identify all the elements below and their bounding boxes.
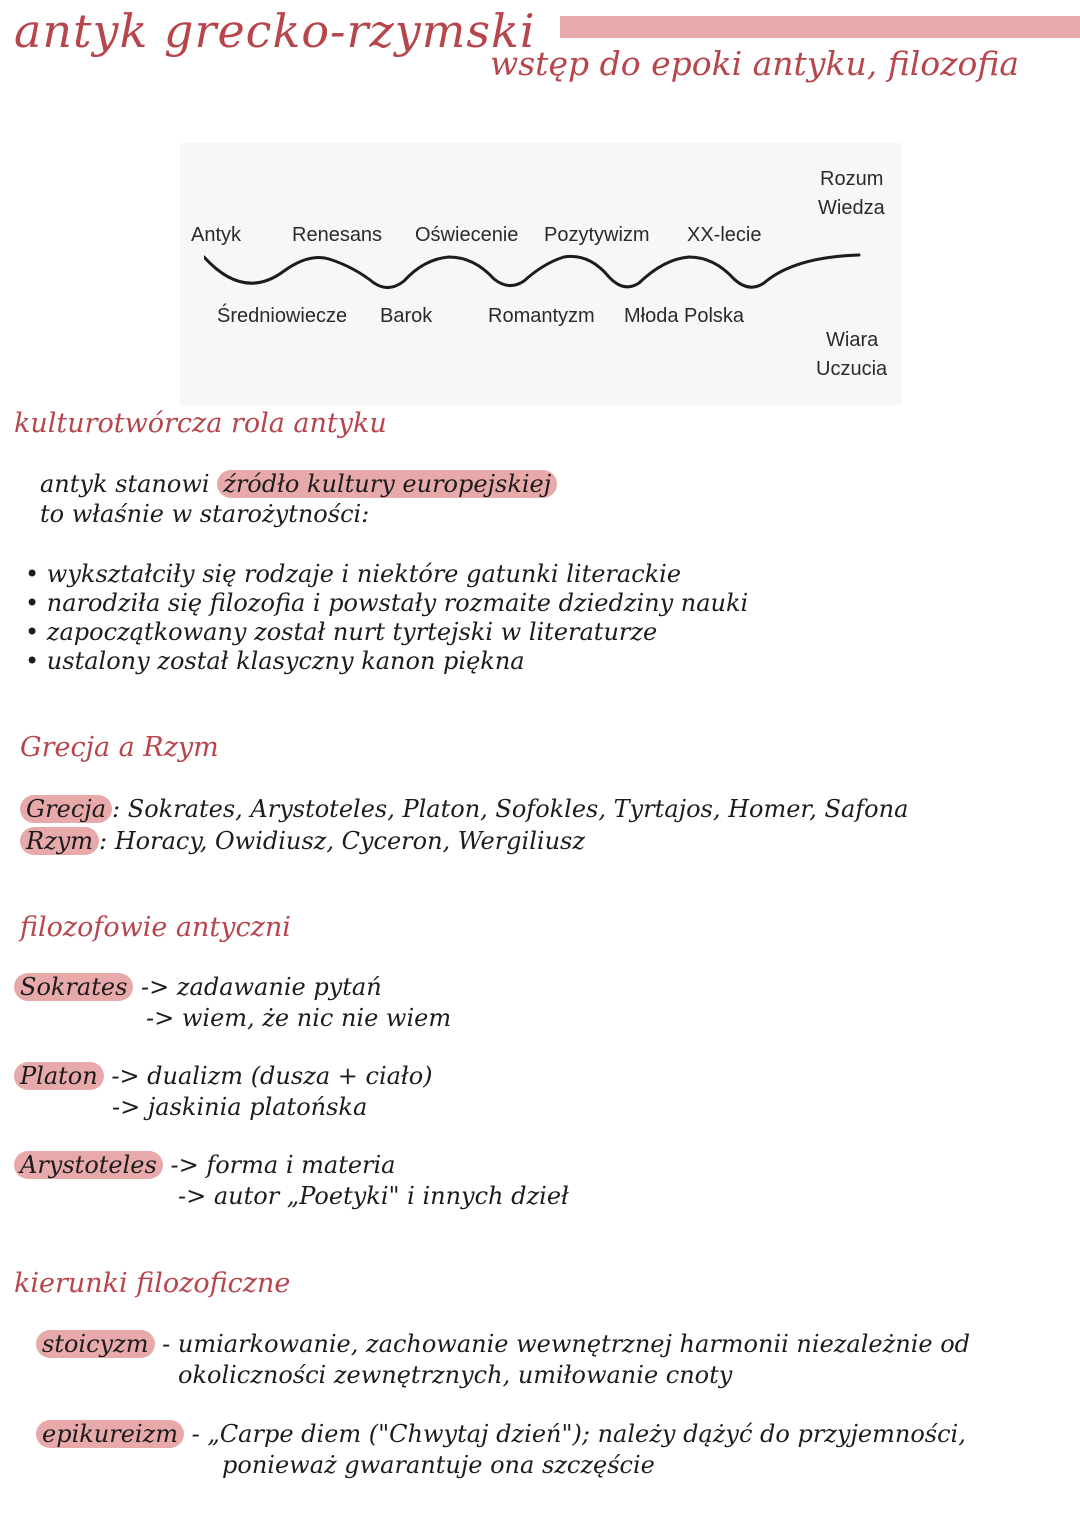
- stoicism-line: [36, 1330, 970, 1358]
- epochs-timeline: [180, 143, 902, 405]
- philosopher-name: Sokrates: [14, 973, 133, 1001]
- list-item: • narodziła się filozofia i powstały rozmaite dziedziny nauki: [25, 589, 749, 617]
- timeline-label: Młoda Polska: [624, 305, 745, 327]
- timeline-reason-label: Rozum: [820, 168, 884, 190]
- timeline-knowledge-label: Wiedza: [818, 197, 885, 219]
- philosophers-heading: filozofowie antyczni: [20, 912, 291, 943]
- philosopher-point: -> dualizm (dusza + ciało): [111, 1062, 433, 1090]
- directions-heading: kierunki filozoficzne: [14, 1268, 291, 1299]
- philosopher-platon: [14, 1062, 433, 1090]
- timeline-faith-label: Wiara: [826, 329, 879, 351]
- page-subtitle: wstęp do epoki antyku, filozofia: [490, 44, 1020, 83]
- philosopher-point: -> zadawanie pytań: [141, 973, 382, 1001]
- philosopher-name: Platon: [14, 1062, 104, 1090]
- philosopher-sokrates: [14, 973, 382, 1001]
- rome-names: : Horacy, Owidiusz, Cyceron, Wergiliusz: [99, 827, 585, 855]
- stoicism-text: - umiarkowanie, zachowanie wewnętrznej harmonii niezależnie od: [162, 1330, 971, 1358]
- epicureanism-label: epikureizm: [36, 1420, 184, 1448]
- rome-line: [20, 827, 585, 855]
- philosopher-arystoteles: [14, 1151, 396, 1179]
- philosopher-point: -> autor „Poetyki" i innych dzieł: [178, 1182, 569, 1210]
- culture-heading: kulturotwórcza rola antyku: [14, 408, 387, 439]
- epicureanism-text-line2: ponieważ gwarantuje ona szczęście: [222, 1451, 655, 1479]
- list-item: • zapoczątkowany został nurt tyrtejski w literaturze: [25, 618, 658, 646]
- rome-label: Rzym: [20, 827, 99, 855]
- timeline-label: Pozytywizm: [544, 224, 650, 246]
- page-title: antyk grecko-rzymski: [14, 4, 536, 58]
- greece-rome-heading: Grecja a Rzym: [20, 732, 219, 763]
- timeline-label: Renesans: [292, 224, 383, 246]
- culture-intro-prefix: antyk stanowi: [40, 470, 210, 498]
- timeline-label: Barok: [380, 305, 433, 327]
- philosopher-point: -> jaskinia platońska: [112, 1093, 368, 1121]
- timeline-feelings-label: Uczucia: [816, 358, 888, 380]
- culture-intro-line2: to właśnie w starożytności:: [40, 500, 370, 528]
- list-item: • wykształciły się rodzaje i niektóre gatunki literackie: [25, 560, 682, 588]
- timeline-wave: [204, 249, 864, 295]
- stoicism-text-line2: okoliczności zewnętrznych, umiłowanie cnoty: [178, 1361, 733, 1389]
- timeline-label: Oświecenie: [415, 224, 519, 246]
- timeline-label: Romantyzm: [488, 305, 595, 327]
- timeline-label: XX-lecie: [687, 224, 762, 246]
- timeline-label: Średniowiecze: [217, 305, 348, 327]
- culture-highlight: źródło kultury europejskiej: [217, 470, 557, 498]
- epicureanism-line: [36, 1420, 966, 1448]
- greece-line: [20, 795, 908, 823]
- philosopher-name: Arystoteles: [14, 1151, 163, 1179]
- list-item: • ustalony został klasyczny kanon piękna: [25, 647, 525, 675]
- philosopher-point: -> forma i materia: [170, 1151, 396, 1179]
- timeline-label: Antyk: [191, 224, 242, 246]
- stoicism-label: stoicyzm: [36, 1330, 155, 1358]
- title-underline: [560, 16, 1080, 38]
- culture-intro: [40, 470, 557, 498]
- epicureanism-text: - „Carpe diem ("Chwytaj dzień"); należy dążyć do przyjemności,: [191, 1420, 966, 1448]
- greece-names: : Sokrates, Arystoteles, Platon, Sofokles, Tyrtajos, Homer, Safona: [112, 795, 909, 823]
- philosopher-point: -> wiem, że nic nie wiem: [146, 1004, 452, 1032]
- greece-label: Grecja: [20, 795, 112, 823]
